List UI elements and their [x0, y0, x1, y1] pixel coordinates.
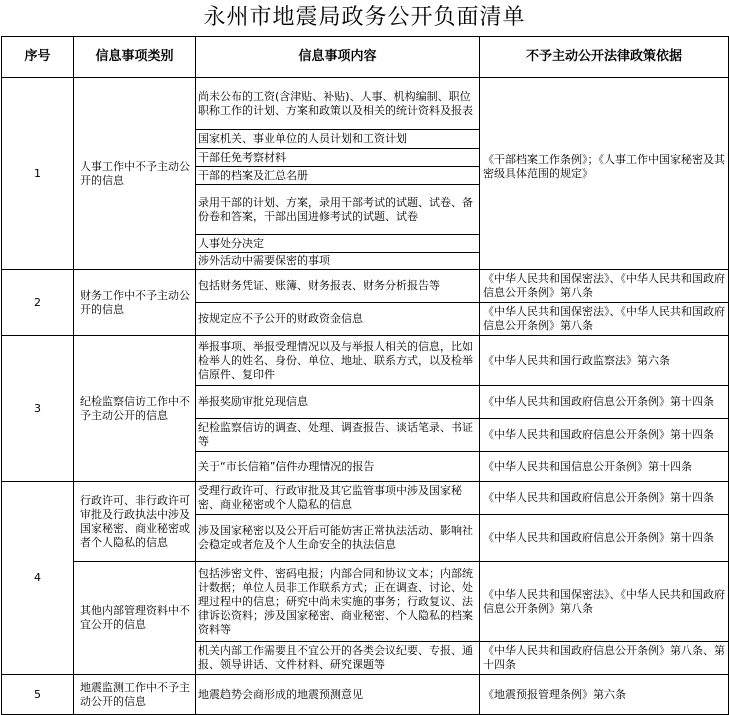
category-cell: 纪检监察信访工作中不予主动公开的信息 — [74, 336, 196, 482]
content-cell: 纪检监察信访的调查、处理、调查报告、谈话笔录、书证等 — [196, 419, 480, 452]
content-cell: 按规定应不予公开的财政资金信息 — [196, 303, 480, 336]
row-number: 3 — [2, 336, 74, 482]
content-cell: 涉及国家秘密以及公开后可能妨害正常执法活动、影响社会稳定或者危及个人生命安全的执法信息 — [196, 515, 480, 562]
content-cell: 地震趋势会商形成的地震预测意见 — [196, 675, 480, 715]
content-cell: 受理行政许可、行政审批及其它监管事项中涉及国家秘密、商业秘密或个人隐私的信息 — [196, 482, 480, 515]
header-category: 信息事项类别 — [74, 37, 196, 78]
basis-cell: 《中华人民共和国政府信息公开条例》第八条、第十四条 — [480, 642, 729, 675]
header-content: 信息事项内容 — [196, 37, 480, 78]
content-cell: 人事处分决定 — [196, 235, 480, 253]
basis-cell: 《中华人民共和国政府信息公开条例》第十四条 — [480, 515, 729, 562]
table-row — [2, 336, 729, 386]
content-cell: 涉外活动中需要保密的事项 — [196, 253, 480, 270]
page-title: 永州市地震局政务公开负面清单 — [203, 5, 526, 30]
row-number: 5 — [2, 675, 74, 715]
content-cell: 干部的档案及汇总名册 — [196, 167, 480, 185]
category-cell: 人事工作中不予主动公开的信息 — [74, 78, 196, 270]
content-cell: 国家机关、事业单位的人员计划和工资计划 — [196, 130, 480, 149]
content-cell: 举报奖励审批兑现信息 — [196, 386, 480, 419]
basis-cell: 《中华人民共和国保密法》、《中华人民共和国政府信息公开条例》第八条 — [480, 303, 729, 336]
table-row — [2, 482, 729, 515]
basis-cell: 《中华人民共和国行政监察法》第六条 — [480, 336, 729, 386]
content-cell: 包括财务凭证、账簿、财务报表、财务分析报告等 — [196, 270, 480, 303]
table-row — [2, 78, 729, 130]
content-cell: 举报事项、举报受理情况以及与举报人相关的信息，比如检举人的姓名、身份、单位、地址、联系方式，以及检举信原件、复印件 — [196, 336, 480, 386]
basis-cell: 《中华人民共和国信息公开条例》第十四条 — [480, 452, 729, 482]
table-row — [2, 675, 729, 715]
category-cell: 地震监测工作中不予主动公开的信息 — [74, 675, 196, 715]
basis-cell: 《中华人民共和国政府信息公开条例》第十四条 — [480, 482, 729, 515]
row-number: 2 — [2, 270, 74, 336]
basis-cell: 《地震预报管理条例》第六条 — [480, 675, 729, 715]
basis-cell: 《中华人民共和国保密法》、《中华人民共和国政府信息公开条例》第八条 — [480, 270, 729, 303]
content-cell: 干部任免考察材料 — [196, 149, 480, 167]
content-cell: 尚未公布的工资(含津贴、补贴)、人事、机构编制、职位职称工作的计划、方案和政策以及相关的统计资料及报表 — [196, 78, 480, 130]
table-row — [2, 270, 729, 303]
category-cell: 其他内部管理资料中不宜公开的信息 — [74, 562, 196, 675]
content-cell: 录用干部的计划、方案，录用干部考试的试题、试卷、备份卷和答案，干部出国进修考试的试题、试卷 — [196, 185, 480, 235]
negative-list-table — [1, 36, 729, 715]
content-cell: 机关内部工作需要且不宜公开的各类会议纪要、专报、通报、领导讲话、文件材料、研究课题等 — [196, 642, 480, 675]
category-cell: 行政许可、非行政许可审批及行政执法中涉及国家秘密、商业秘密或者个人隐私的信息 — [74, 482, 196, 562]
header-basis: 不予主动公开法律政策依据 — [480, 37, 729, 78]
basis-cell: 《中华人民共和国政府信息公开条例》第十四条 — [480, 419, 729, 452]
table-row — [2, 562, 729, 642]
content-cell: 关于“市长信箱”信件办理情况的报告 — [196, 452, 480, 482]
header-no: 序号 — [2, 37, 74, 78]
header-row — [2, 37, 729, 78]
category-cell: 财务工作中不予主动公开的信息 — [74, 270, 196, 336]
row-number: 1 — [2, 78, 74, 270]
basis-cell: 《中华人民共和国保密法》、《中华人民共和国政府信息公开条例》第八条 — [480, 562, 729, 642]
content-cell: 包括涉密文件、密码电报；内部合同和协议文本；内部统计数据；单位人员非工作联系方式；正在调查、讨论、处理过程中的信息；研究中尚未实施的事务；行政复议、法律诉讼资料；涉及国家秘密、商业秘密、个人隐私的档案资料等 — [196, 562, 480, 642]
row-number: 4 — [2, 482, 74, 675]
basis-cell: 《干部档案工作条例》；《人事工作中国家秘密及其密级具体范围的规定》 — [480, 78, 729, 270]
basis-cell: 《中华人民共和国政府信息公开条例》第十四条 — [480, 386, 729, 419]
